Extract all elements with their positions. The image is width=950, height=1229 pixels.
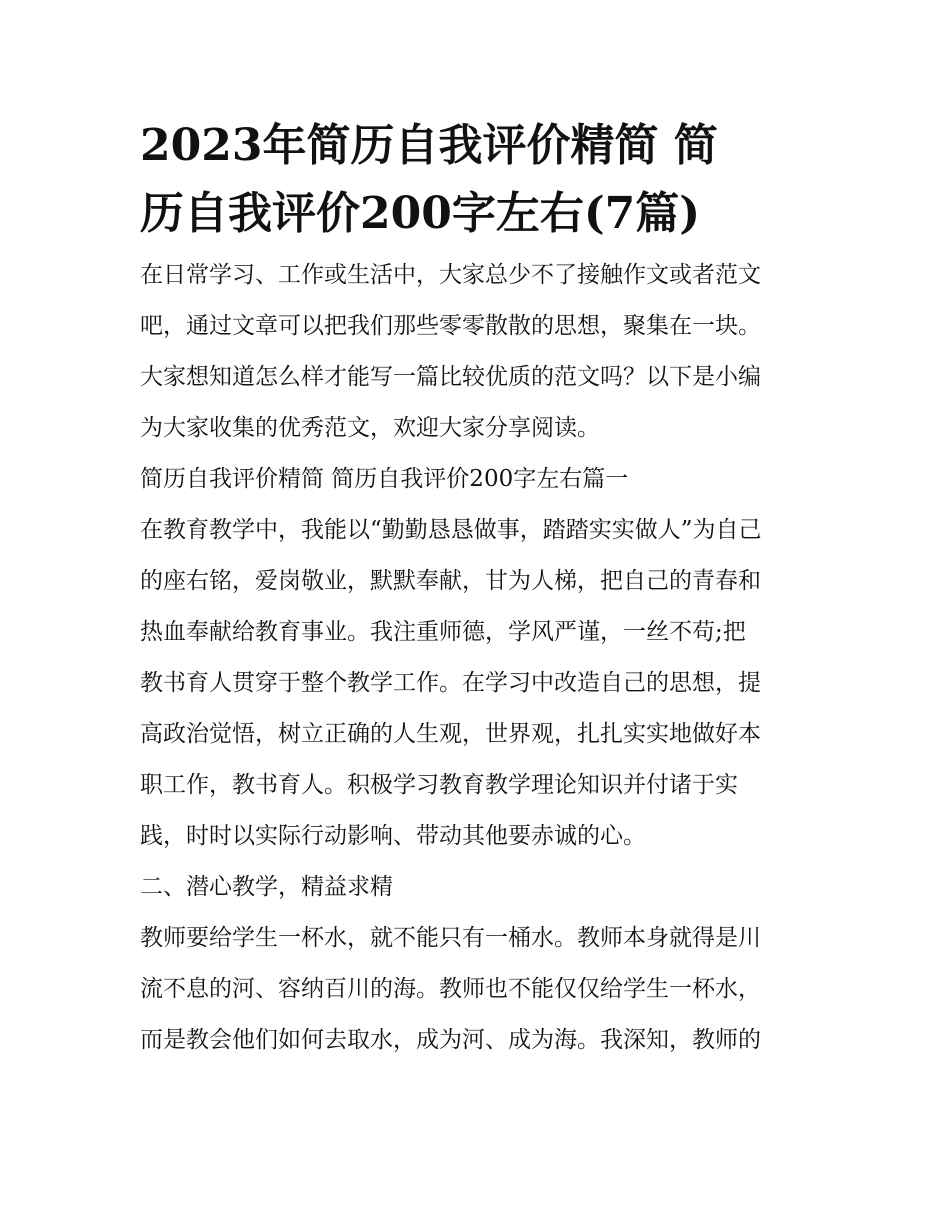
intro-line: 为大家收集的优秀范文，欢迎大家分享阅读。 <box>140 415 600 441</box>
section-heading: 简历自我评价精简 简历自我评价200字左右篇一 <box>140 466 629 492</box>
body-line: 而是教会他们如何去取水，成为河、成为海。我深知，教师的 <box>140 1027 761 1053</box>
intro-line: 吧，通过文章可以把我们那些零零散散的思想，聚集在一块。 <box>140 313 761 339</box>
body-line: 在教育教学中，我能以“勤勤恳恳做事，踏踏实实做人”为自己 <box>140 517 762 543</box>
body-line: 热血奉献给教育事业。我注重师德，学风严谨，一丝不苟;把 <box>140 619 746 645</box>
document-body <box>140 250 820 1066</box>
body-line: 高政治觉悟，树立正确的人生观，世界观，扎扎实实地做好本 <box>140 721 761 747</box>
title-line-2: 历自我评价200字左右(7篇) <box>140 188 701 239</box>
document-title <box>140 112 820 248</box>
body-line: 流不息的河、容纳百川的海。教师也不能仅仅给学生一杯水， <box>140 976 761 1002</box>
intro-line: 在日常学习、工作或生活中，大家总少不了接触作文或者范文 <box>140 262 761 288</box>
body-line: 践，时时以实际行动影响、带动其他要赤诚的心。 <box>140 823 646 849</box>
intro-line: 大家想知道怎么样才能写一篇比较优质的范文吗？以下是小编 <box>140 364 761 390</box>
body-line: 的座右铭，爱岗敬业，默默奉献，甘为人梯，把自己的青春和 <box>140 568 761 594</box>
subsection-heading: 二、潜心教学，精益求精 <box>140 874 393 900</box>
body-line: 职工作，教书育人。积极学习教育教学理论知识并付诸于实 <box>140 772 738 798</box>
title-line-1: 2023年简历自我评价精简 简 <box>140 120 718 171</box>
body-line: 教书育人贯穿于整个教学工作。在学习中改造自己的思想，提 <box>140 670 761 696</box>
document-page <box>140 112 820 1066</box>
body-line: 教师要给学生一杯水，就不能只有一桶水。教师本身就得是川 <box>140 925 761 951</box>
